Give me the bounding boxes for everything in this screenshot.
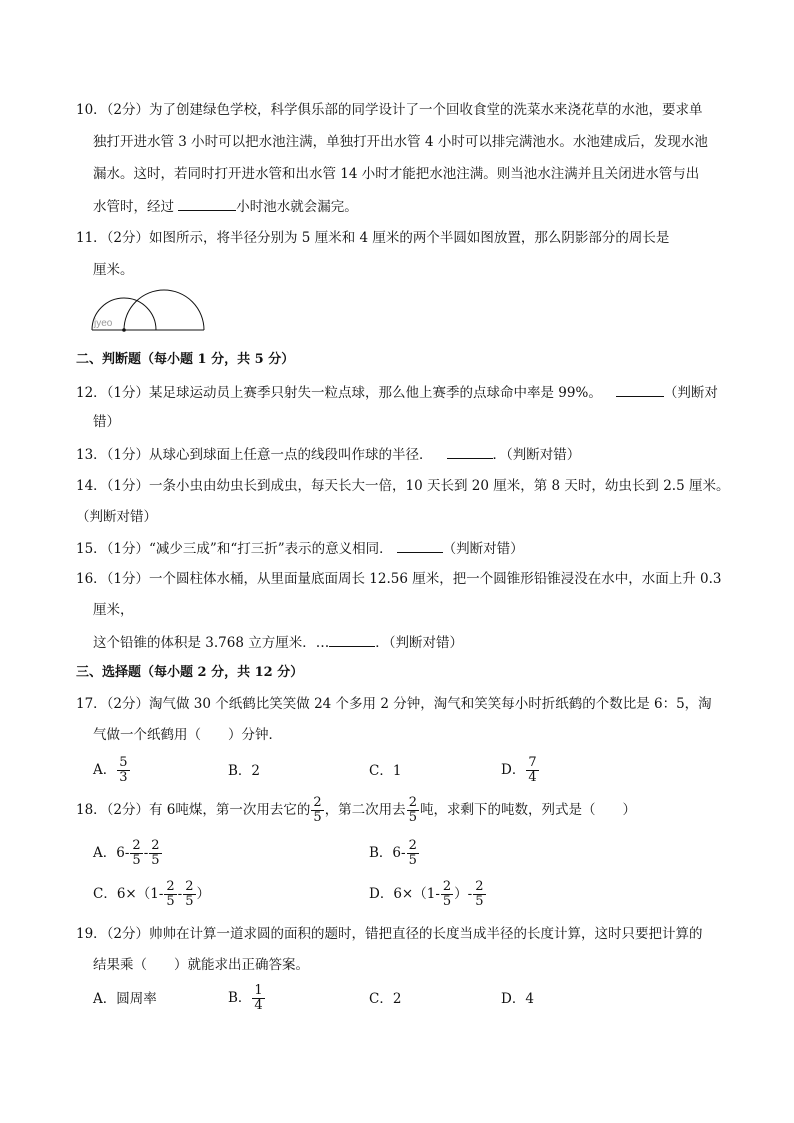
q19-option-d[interactable]: D．4 <box>501 991 534 1007</box>
section-choice-title: 三、选择题（每小题 2 分，共 12 分） <box>76 665 304 680</box>
q17-line2: 气做一个纸鹤用（ ）分钟． <box>93 727 282 743</box>
q17-option-a[interactable] <box>93 756 131 785</box>
q17-option-a-label: A． <box>93 762 117 778</box>
q16-line3 <box>93 633 463 652</box>
q12-text-end: （判断对 <box>663 385 718 401</box>
q19-line2: 结果乘（ ）就能求出正确答案。 <box>93 957 309 973</box>
q18-option-d-label: D．6×（1- <box>369 886 440 902</box>
section-judgment-title: 二、判断题（每小题 1 分，共 5 分） <box>76 352 295 367</box>
denominator: 5 <box>442 894 452 909</box>
q16-text: 这个铅锥的体积是 3.768 立方厘米．… <box>93 635 330 651</box>
q19-line1: 19．（2分）帅帅在计算一道求圆的面积的题时，错把直径的长度当成半径的长度计算，这时只要把计算的 <box>76 926 703 942</box>
large-semicircle <box>124 290 204 330</box>
q14-line1: 14．（1分）一条小虫由幼虫长到成虫，每天长大一倍，10 天长到 20 厘米，第 8 天时，幼虫长到 2.5 厘米。 <box>76 478 730 494</box>
q16-line1: 16．（1分）一个圆柱体水桶，从里面量底面周长 12.56 厘米，把一个圆锥形铅锥浸没在水中，水面上升 0.3 <box>76 571 722 587</box>
numerator: 2 <box>408 838 417 853</box>
q13-text-end: ．（判断对错） <box>492 447 581 463</box>
denominator: 3 <box>119 770 128 785</box>
q19-option-b-label: B． <box>228 990 252 1006</box>
operator: - <box>143 845 149 861</box>
q18-option-c[interactable] <box>93 880 210 909</box>
q18-option-d[interactable] <box>369 880 487 909</box>
fraction <box>149 839 161 868</box>
fraction <box>183 880 195 909</box>
numerator: 5 <box>119 755 128 770</box>
center-point <box>122 328 126 332</box>
q12-line1 <box>76 383 718 402</box>
fraction <box>164 880 176 909</box>
q11-line2: 厘米。 <box>93 262 134 278</box>
q19-option-b[interactable] <box>228 984 266 1013</box>
operator: ）- <box>454 886 473 902</box>
fraction <box>407 839 419 868</box>
figure-watermark: jyeo <box>94 318 113 329</box>
q10-line4-text: 水管时，经过 <box>93 199 179 215</box>
fraction <box>130 839 142 868</box>
fraction <box>407 796 419 825</box>
q10-line2: 独打开进水管 3 小时可以把水池注满，单独打开出水管 4 小时可以排完满池水。水池建成后，发现水池 <box>93 134 708 150</box>
denominator: 4 <box>254 998 263 1013</box>
numerator: 2 <box>442 879 452 894</box>
q12-text: 12．（1分）某足球运动员上赛季只射失一粒点球，那么他上赛季的点球命中率是 99%。 <box>76 385 602 401</box>
fraction <box>473 880 485 909</box>
q18-line1 <box>76 796 636 825</box>
q12-line2: 错） <box>93 414 120 430</box>
denominator: 5 <box>166 894 175 909</box>
q18-text-a: 18．（2分）有 6吨煤，第一次用去它的 <box>76 802 311 818</box>
denominator: 5 <box>408 810 417 825</box>
q17-option-d-label: D． <box>501 762 526 778</box>
denominator: 5 <box>313 810 322 825</box>
denominator: 5 <box>475 894 484 909</box>
q14-line2: （判断对错） <box>76 509 157 525</box>
fraction <box>117 756 129 785</box>
q18-text-b: ，第二次用去 <box>324 802 406 818</box>
fraction <box>526 756 538 785</box>
denominator: 5 <box>132 853 141 868</box>
denominator: 5 <box>185 894 194 909</box>
numerator: 2 <box>151 838 160 853</box>
fraction <box>441 880 453 909</box>
numerator: 2 <box>132 838 141 853</box>
q16-text-end: ．（判断对错） <box>375 635 463 651</box>
q18-option-b-label: B．6- <box>369 845 406 861</box>
numerator: 7 <box>528 755 537 770</box>
q15-answer-blank[interactable] <box>397 539 443 553</box>
fraction <box>311 796 323 825</box>
q10-line3: 漏水。这时，若同时打开进水管和出水管 14 小时才能把水池注满。则当池水注满并且关闭进水管与出 <box>93 166 700 182</box>
q17-line1: 17．（2分）淘气做 30 个纸鹤比笑笑做 24 个多用 2 分钟，淘气和笑笑每小时折纸鹤的个数比是 6：5，淘 <box>76 696 712 712</box>
q11-line1: 11．（2分）如图所示，将半径分别为 5 厘米和 4 厘米的两个半圆如图放置，那么阴影部分的周长是 <box>76 230 670 246</box>
q10-answer-blank[interactable] <box>178 197 236 211</box>
q17-option-c[interactable]: C．1 <box>369 763 402 779</box>
q13-line <box>76 445 580 464</box>
q10-line1: 10．（2分）为了创建绿色学校，科学俱乐部的同学设计了一个回收食堂的洗菜水来浇花草的水池，要求单 <box>76 102 703 118</box>
q18-text-c: 吨，求剩下的吨数，列式是（ ） <box>419 802 636 818</box>
numerator: 2 <box>185 879 194 894</box>
closing-paren: ） <box>196 886 211 902</box>
q13-answer-blank[interactable] <box>447 445 493 459</box>
numerator: 2 <box>475 879 484 894</box>
q13-text: 13．（1分）从球心到球面上任意一点的线段叫作球的半径． <box>76 447 433 463</box>
numerator: 1 <box>254 983 263 998</box>
q19-option-c[interactable]: C．2 <box>369 991 402 1007</box>
q18-option-b[interactable] <box>369 839 420 868</box>
q17-option-d[interactable] <box>501 756 540 785</box>
q17-option-b[interactable]: B．2 <box>228 763 261 779</box>
q16-answer-blank[interactable] <box>329 633 375 647</box>
q15-text-end: （判断对错） <box>442 541 524 557</box>
fraction <box>252 984 264 1013</box>
q18-option-a-label: A．6- <box>93 845 130 861</box>
numerator: 2 <box>313 795 322 810</box>
operator: - <box>177 886 183 902</box>
q15-text: 15．（1分）“减少三成”和“打三折”表示的意义相同． <box>76 541 393 557</box>
q19-option-a[interactable]: A．圆周率 <box>93 991 157 1007</box>
denominator: 4 <box>528 770 537 785</box>
denominator: 5 <box>408 853 417 868</box>
semicircles-figure <box>90 285 210 335</box>
numerator: 2 <box>408 795 417 810</box>
q12-answer-blank[interactable] <box>616 383 664 397</box>
q10-line4-text-end: 小时池水就会漏完。 <box>236 199 358 215</box>
denominator: 5 <box>151 853 160 868</box>
numerator: 2 <box>166 879 175 894</box>
q15-line <box>76 539 524 558</box>
q18-option-a[interactable] <box>93 839 163 868</box>
q10-line4 <box>93 197 358 216</box>
q18-option-c-label: C．6×（1- <box>93 886 164 902</box>
q16-line2: 厘米， <box>93 602 134 618</box>
